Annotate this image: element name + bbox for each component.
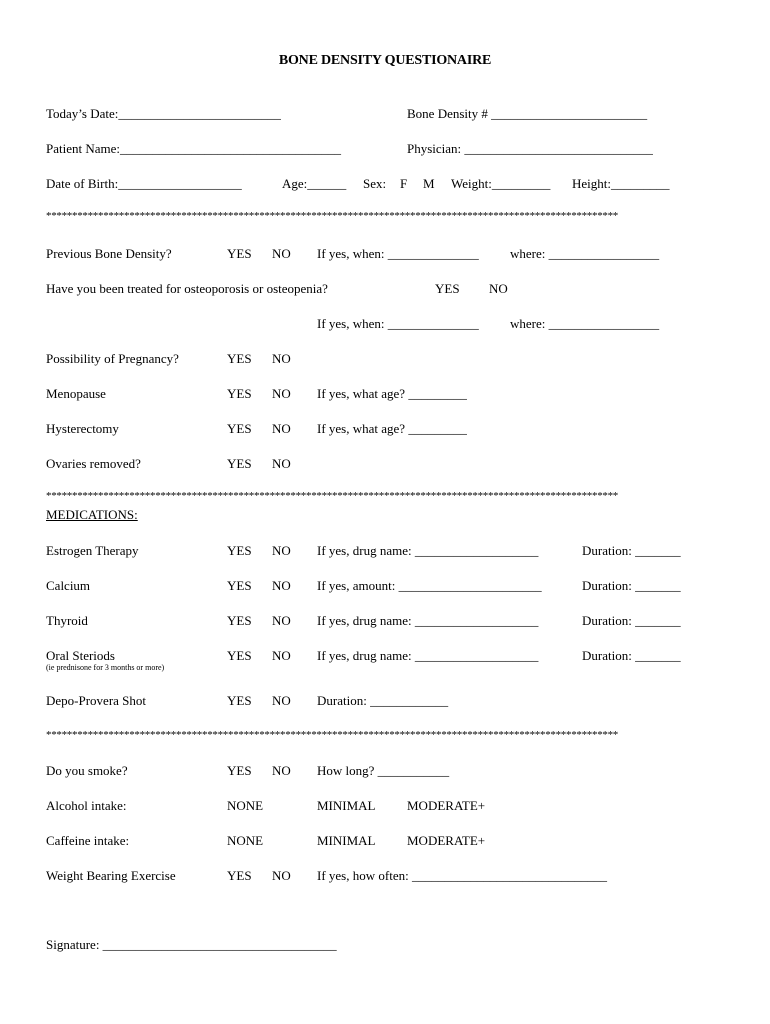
drug-name-field[interactable]: If yes, drug name: ___________________ <box>317 648 539 663</box>
moderate-option[interactable]: MODERATE+ <box>407 833 486 848</box>
smoke-label: Do you smoke? <box>46 763 128 778</box>
drug-name-field[interactable]: If yes, drug name: ___________________ <box>317 613 539 628</box>
signature-field[interactable]: Signature: ____________________________________ <box>46 937 337 952</box>
no-option[interactable]: NO <box>272 648 291 663</box>
what-age-field[interactable]: If yes, what age? _________ <box>317 421 467 436</box>
no-option[interactable]: NO <box>272 421 291 436</box>
duration-field[interactable]: Duration: _______ <box>582 578 681 593</box>
pregnancy-label: Possibility of Pregnancy? <box>46 351 179 366</box>
treated-osteoporosis-label: Have you been treated for osteoporosis or osteopenia? <box>46 281 328 296</box>
caffeine-intake-label: Caffeine intake: <box>46 833 130 848</box>
yes-option[interactable]: YES <box>227 613 252 628</box>
height-field[interactable]: Height:_________ <box>572 176 670 191</box>
duration-field[interactable]: Duration: _______ <box>582 613 681 628</box>
no-option[interactable]: NO <box>272 868 291 883</box>
medications-heading: MEDICATIONS: <box>46 507 138 522</box>
sex-label: Sex: <box>363 176 387 191</box>
no-option[interactable]: NO <box>272 613 291 628</box>
no-option[interactable]: NO <box>272 543 291 558</box>
physician-field[interactable]: Physician: _____________________________ <box>407 141 653 156</box>
patient-name-field[interactable]: Patient Name:__________________________________ <box>46 141 342 156</box>
form-title: BONE DENSITY QUESTIONAIRE <box>278 53 492 68</box>
yes-option[interactable]: YES <box>227 763 252 778</box>
menopause-label: Menopause <box>46 386 106 401</box>
calcium-label: Calcium <box>46 578 91 593</box>
drug-name-field[interactable]: If yes, drug name: ___________________ <box>317 543 539 558</box>
separator-line: ************************************************************************************************************** <box>46 729 619 741</box>
yes-option[interactable]: YES <box>227 246 252 261</box>
no-option[interactable]: NO <box>489 281 508 296</box>
separator-line: ************************************************************************************************************** <box>46 490 619 502</box>
no-option[interactable]: NO <box>272 456 291 471</box>
bone-density-number-field[interactable]: Bone Density # ________________________ <box>407 106 648 121</box>
none-option[interactable]: NONE <box>227 798 264 813</box>
alcohol-intake-label: Alcohol intake: <box>46 798 127 813</box>
duration-field[interactable]: Duration: _______ <box>582 543 681 558</box>
estrogen-therapy-label: Estrogen Therapy <box>46 543 139 558</box>
yes-option[interactable]: YES <box>227 386 252 401</box>
where-field[interactable]: where: _________________ <box>510 246 660 261</box>
date-of-birth-field[interactable]: Date of Birth:___________________ <box>46 176 242 191</box>
depo-duration-field[interactable]: Duration: ____________ <box>317 693 449 708</box>
no-option[interactable]: NO <box>272 386 291 401</box>
todays-date-field[interactable]: Today’s Date:_________________________ <box>46 106 281 121</box>
yes-option[interactable]: YES <box>227 421 252 436</box>
moderate-option[interactable]: MODERATE+ <box>407 798 486 813</box>
hysterectomy-label: Hysterectomy <box>46 421 119 436</box>
weight-field[interactable]: Weight:_________ <box>451 176 551 191</box>
yes-option[interactable]: YES <box>227 693 252 708</box>
how-long-field[interactable]: How long? ___________ <box>317 763 450 778</box>
yes-option[interactable]: YES <box>435 281 460 296</box>
oral-steriods-note: (ie prednisone for 3 months or more) <box>46 663 165 672</box>
none-option[interactable]: NONE <box>227 833 264 848</box>
how-often-field[interactable]: If yes, how often: ______________________________ <box>317 868 607 883</box>
yes-option[interactable]: YES <box>227 578 252 593</box>
minimal-option[interactable]: MINIMAL <box>317 798 376 813</box>
no-option[interactable]: NO <box>272 246 291 261</box>
age-field[interactable]: Age:______ <box>282 176 347 191</box>
yes-option[interactable]: YES <box>227 648 252 663</box>
no-option[interactable]: NO <box>272 763 291 778</box>
yes-option[interactable]: YES <box>227 351 252 366</box>
duration-field[interactable]: Duration: _______ <box>582 648 681 663</box>
thyroid-label: Thyroid <box>46 613 88 628</box>
sex-m-option[interactable]: M <box>423 176 435 191</box>
yes-option[interactable]: YES <box>227 456 252 471</box>
where-field[interactable]: where: _________________ <box>510 316 660 331</box>
no-option[interactable]: NO <box>272 578 291 593</box>
ovaries-removed-label: Ovaries removed? <box>46 456 141 471</box>
separator-line: ************************************************************************************************************** <box>46 210 619 222</box>
yes-option[interactable]: YES <box>227 543 252 558</box>
previous-bone-density-label: Previous Bone Density? <box>46 246 172 261</box>
weight-bearing-exercise-label: Weight Bearing Exercise <box>46 868 176 883</box>
if-yes-when-field[interactable]: If yes, when: ______________ <box>317 316 479 331</box>
amount-field[interactable]: If yes, amount: ______________________ <box>317 578 542 593</box>
no-option[interactable]: NO <box>272 351 291 366</box>
minimal-option[interactable]: MINIMAL <box>317 833 376 848</box>
if-yes-when-field[interactable]: If yes, when: ______________ <box>317 246 479 261</box>
yes-option[interactable]: YES <box>227 868 252 883</box>
no-option[interactable]: NO <box>272 693 291 708</box>
oral-steriods-label: Oral Steriods <box>46 648 115 663</box>
depo-provera-label: Depo-Provera Shot <box>46 693 147 708</box>
what-age-field[interactable]: If yes, what age? _________ <box>317 386 467 401</box>
sex-f-option[interactable]: F <box>400 176 408 191</box>
